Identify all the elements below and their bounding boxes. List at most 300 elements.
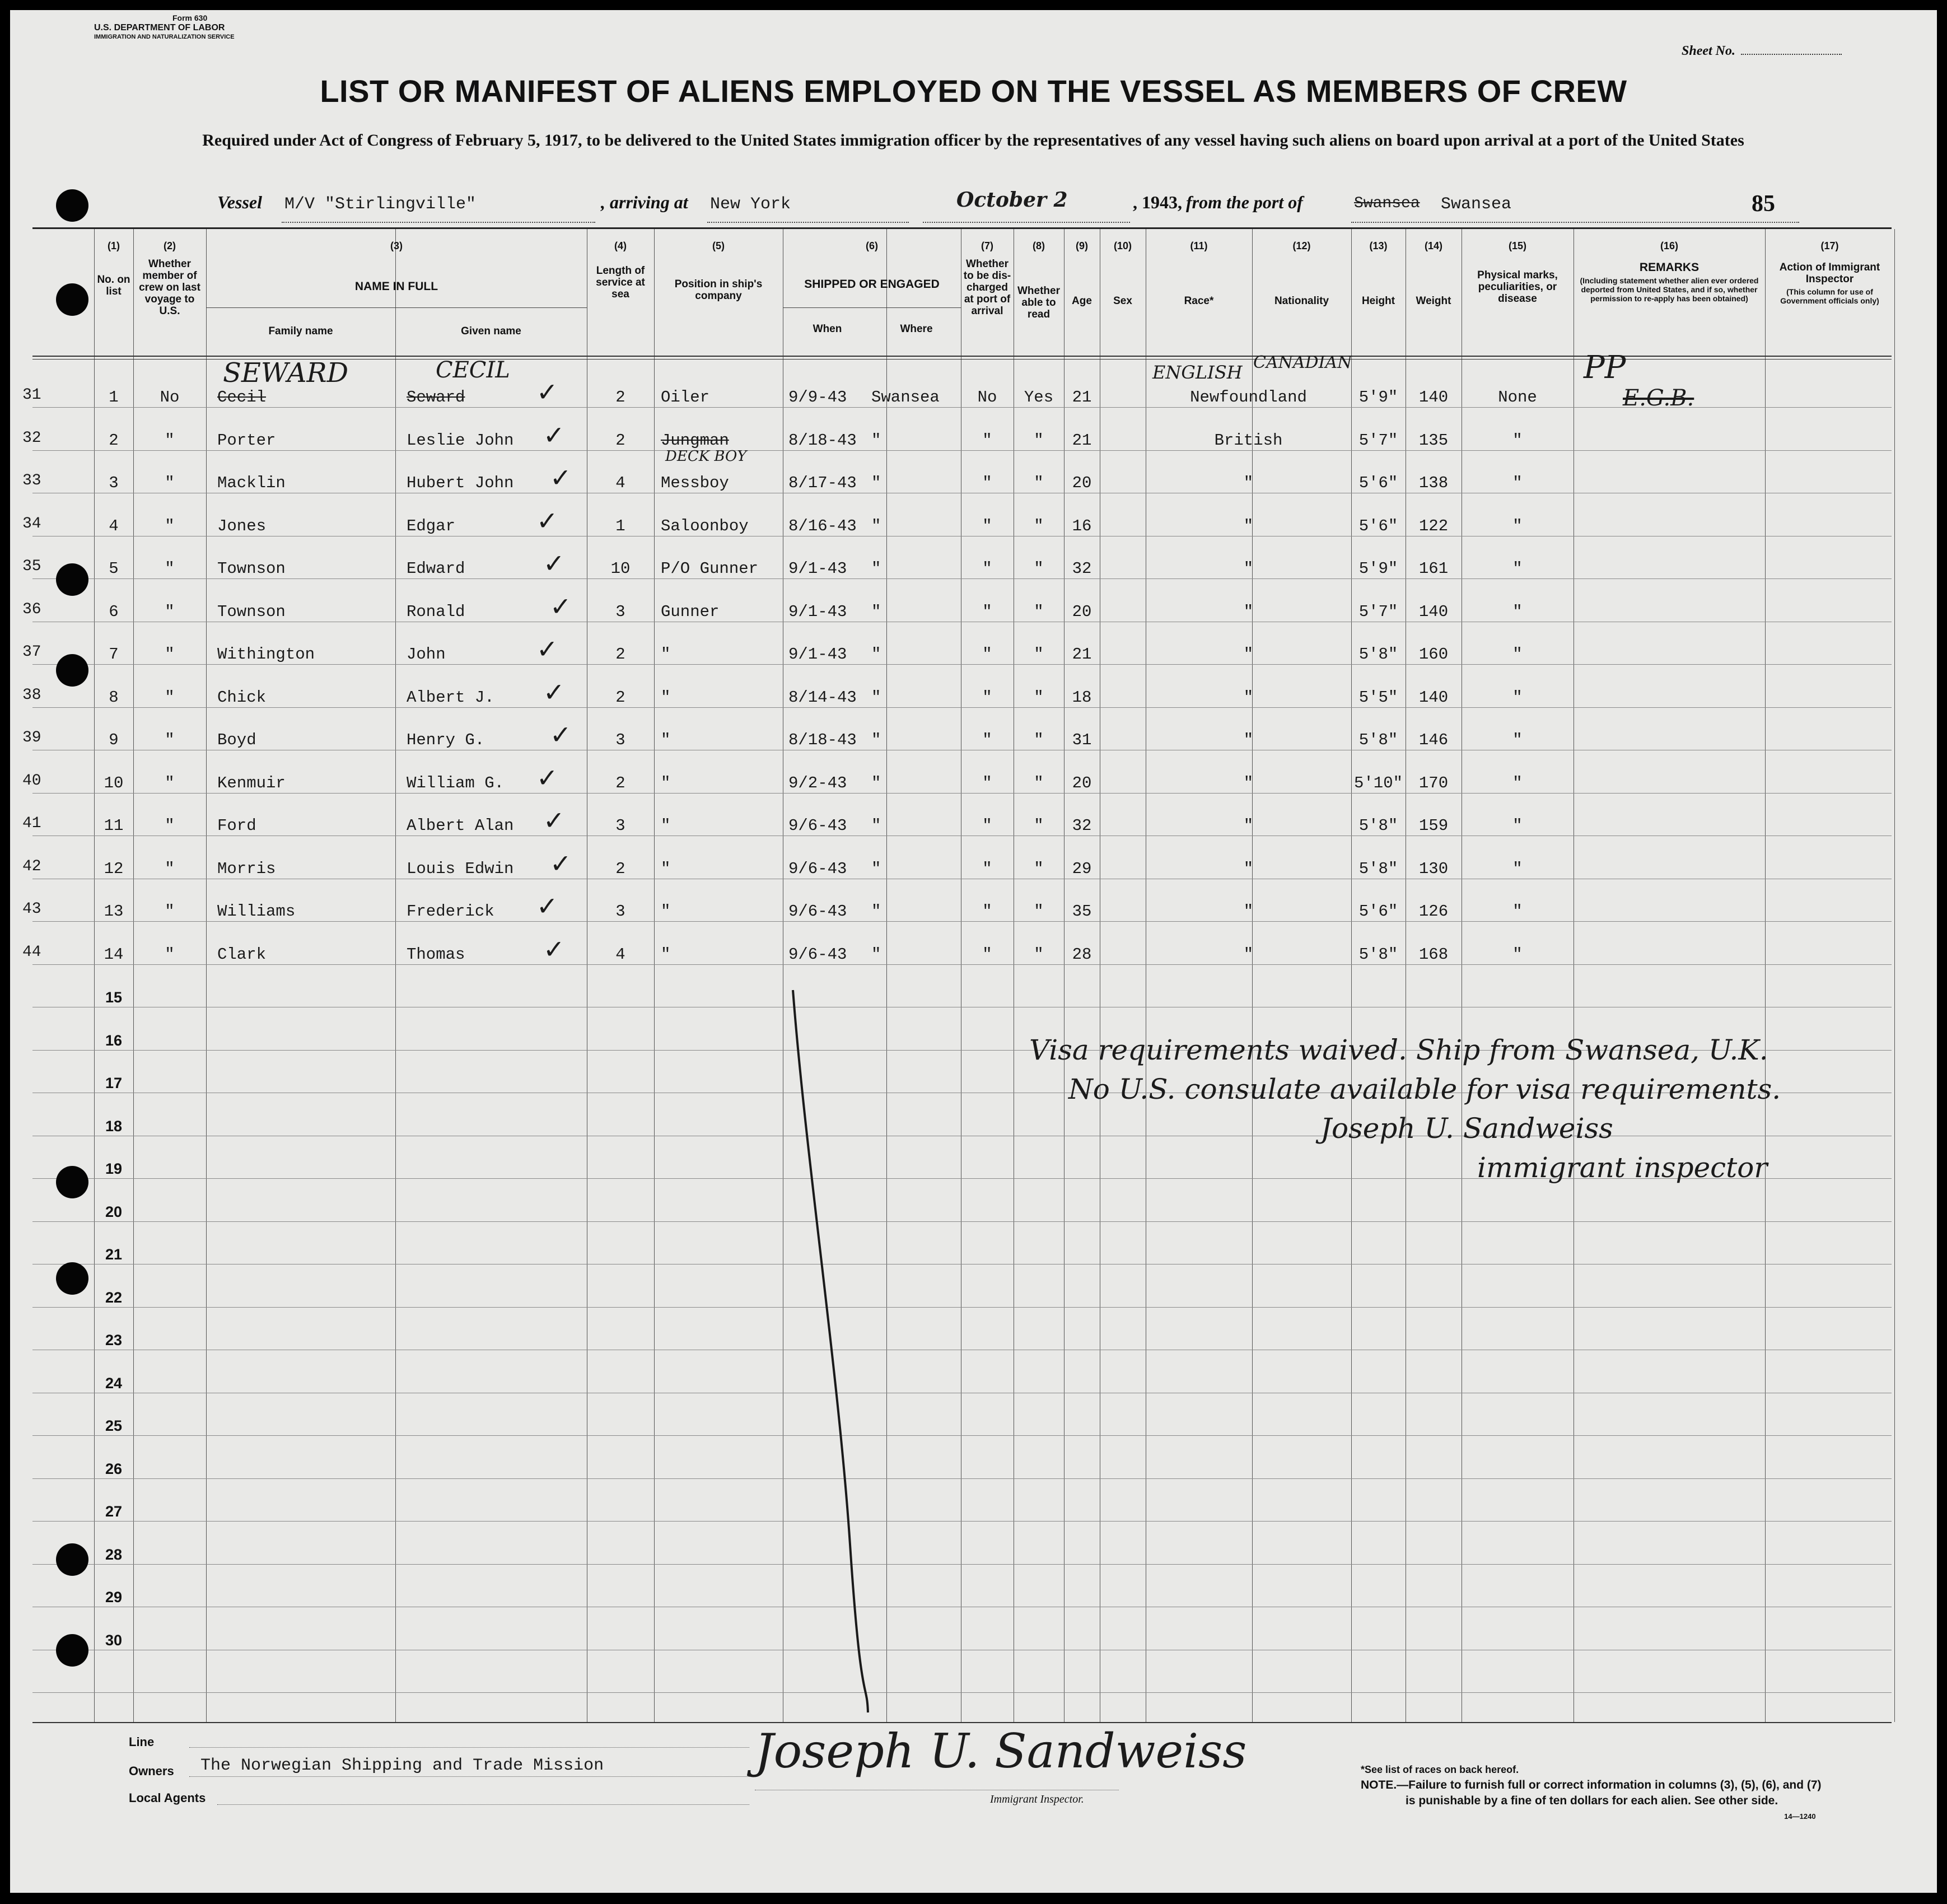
empty-row-number: 23 (105, 1332, 123, 1348)
form-number: Form 630 (172, 13, 208, 22)
cell-position: " (661, 945, 671, 964)
service-name: IMMIGRATION AND NATURALIZATION SERVICE (94, 34, 235, 40)
cell-read: " (1034, 731, 1044, 749)
col-header-read: Whether able to read (1017, 285, 1060, 320)
outer-line-number: 37 (22, 643, 41, 661)
empty-row-number: 30 (105, 1631, 123, 1649)
handwritten-remark: PP (1584, 349, 1626, 386)
footer-agents-label: Local Agents (129, 1791, 206, 1805)
cell-age: 31 (1072, 731, 1092, 749)
cell-race: " (1243, 816, 1254, 835)
inspector-signature: Joseph U. Sandweiss (755, 1724, 1247, 1779)
cell-family: Townson (217, 559, 286, 578)
arrival-date: October 2 (956, 188, 1068, 212)
cell-given: Albert Alan (407, 816, 514, 835)
cell-position: " (661, 688, 671, 707)
cell-given: Louis Edwin (407, 859, 514, 878)
race-note: *See list of races on back hereof. (1361, 1764, 1519, 1775)
col-header-nationality: Nationality (1274, 295, 1329, 307)
cell-discharged: " (982, 602, 992, 621)
handwritten-given-name: CECIL (436, 357, 510, 383)
struck-remark: E.G.B. (1623, 385, 1694, 411)
cell-family: Chick (217, 688, 267, 707)
outer-line-number: 41 (22, 815, 41, 832)
cell-age: 29 (1072, 859, 1092, 878)
col-num: (16) (1660, 240, 1678, 251)
outer-line-number: 35 (22, 558, 41, 575)
check-mark-icon: ✓ (543, 934, 565, 964)
col-header-weight: Weight (1416, 295, 1451, 307)
col-header-discharged: Whether to be dis-charged at port of arrival (963, 258, 1011, 317)
cell-service: 10 (610, 559, 631, 578)
page-title: LIST OR MANIFEST OF ALIENS EMPLOYED ON THE VESSEL AS MEMBERS OF CREW (320, 73, 1627, 109)
cell-height: 5'5" (1358, 688, 1398, 707)
cell-where: " (871, 945, 881, 964)
cell-where: " (871, 773, 881, 792)
punch-hole (56, 654, 88, 687)
footer-line-label: Line (129, 1735, 155, 1749)
col-header-name: NAME IN FULL (354, 280, 438, 293)
from-port: Swansea (1441, 195, 1512, 214)
cell-where: " (871, 474, 881, 492)
crew-table (32, 227, 1892, 1723)
cell-race: " (1243, 945, 1254, 964)
cell-race: " (1243, 559, 1254, 578)
cell-discharged: No (977, 388, 997, 407)
cell-weight: 140 (1418, 688, 1449, 707)
cell-weight: 130 (1418, 859, 1449, 878)
cell-height: 5'8" (1358, 945, 1398, 964)
cell-race: " (1243, 474, 1254, 492)
note-line1: NOTE.—Failure to furnish full or correct information in columns (3), (5), (6), and (7) (1361, 1779, 1822, 1791)
check-mark-icon: ✓ (543, 548, 565, 578)
cell-service: 3 (615, 902, 625, 921)
punch-hole (56, 1543, 88, 1576)
col-num: (6) (866, 240, 878, 251)
cell-member: " (165, 688, 175, 707)
empty-row-number: 17 (105, 1075, 123, 1091)
cell-height: 5'7" (1358, 431, 1398, 450)
cell-when: 9/6-43 (788, 945, 847, 964)
punch-hole (56, 1262, 88, 1295)
outer-line-number: 33 (22, 472, 41, 489)
cell-service: 3 (615, 602, 625, 621)
cell-physical: " (1512, 902, 1523, 921)
cell-age: 32 (1072, 816, 1092, 835)
cell-member: " (165, 516, 175, 535)
cell-member: " (165, 902, 175, 921)
visa-note (1029, 1030, 1781, 1187)
cell-discharged: " (982, 516, 992, 535)
cell-position: " (661, 731, 671, 749)
cell-family: Morris (217, 859, 276, 878)
check-mark-icon: ✓ (543, 805, 565, 836)
col-header-height: Height (1361, 295, 1395, 307)
cell-position: " (661, 859, 671, 878)
cell-read: " (1034, 773, 1044, 792)
cell-race: " (1243, 645, 1254, 664)
cell-where: " (871, 688, 881, 707)
cell-read: " (1034, 431, 1044, 450)
outer-line-number: 39 (22, 729, 41, 746)
outer-line-number: 43 (22, 900, 41, 918)
cell-no: 14 (104, 945, 124, 964)
cell-member: " (165, 602, 175, 621)
empty-row-number: 16 (105, 1032, 123, 1049)
outer-line-number: 44 (22, 943, 41, 961)
check-mark-icon: ✓ (536, 505, 558, 536)
cell-age: 18 (1072, 688, 1092, 707)
cell-service: 2 (615, 645, 625, 664)
cell-given: Edgar (407, 516, 456, 535)
cell-weight: 168 (1418, 945, 1449, 964)
outer-line-number: 38 (22, 686, 41, 704)
cell-family: Withington (217, 645, 315, 664)
cell-service: 2 (615, 859, 625, 878)
arrival-year: , 1943, (1133, 192, 1182, 212)
col-num: (10) (1113, 240, 1132, 251)
cell-weight: 126 (1418, 902, 1449, 921)
cell-discharged: " (982, 945, 992, 964)
cell-where: " (871, 516, 881, 535)
col-header-race: Race* (1184, 295, 1214, 307)
outer-line-number: 36 (22, 600, 41, 618)
cell-service: 2 (615, 688, 625, 707)
cell-service: 2 (615, 773, 625, 792)
cell-member: " (165, 431, 175, 450)
cell-service: 3 (615, 816, 625, 835)
cell-family: Clark (217, 945, 267, 964)
cell-age: 20 (1072, 474, 1092, 492)
cell-physical: " (1512, 688, 1523, 707)
cell-physical: " (1512, 645, 1523, 664)
cell-given: Henry G. (407, 731, 485, 749)
note-line2: is punishable by a fine of ten dollars for each alien. See other side. (1406, 1794, 1778, 1807)
cell-weight: 170 (1418, 773, 1449, 792)
cell-physical: " (1512, 474, 1523, 492)
cell-position: Messboy (661, 474, 729, 492)
punch-hole (56, 1166, 88, 1198)
cell-position: Gunner (661, 602, 720, 621)
empty-row-number: 18 (105, 1117, 123, 1135)
cell-family: Townson (217, 602, 286, 621)
cell-where: " (871, 859, 881, 878)
inspector-label: Immigrant Inspector. (990, 1793, 1084, 1805)
cell-no: 7 (109, 645, 119, 664)
col-num: (1) (108, 240, 120, 251)
cell-no: 9 (109, 731, 119, 749)
empty-row-number: 27 (105, 1503, 123, 1520)
handwritten-family-name: SEWARD (223, 357, 349, 389)
empty-row-number: 20 (105, 1203, 123, 1220)
col-header-age: Age (1072, 295, 1092, 307)
cell-position: Oiler (661, 388, 710, 407)
cell-no: 5 (109, 559, 119, 578)
cell-no: 2 (109, 431, 119, 450)
cell-read: " (1034, 645, 1044, 664)
visa-note-line2: No U.S. consulate available for visa requirements. (1068, 1073, 1781, 1105)
cell-position: " (661, 816, 671, 835)
cell-given: Ronald (407, 602, 465, 621)
cell-race: " (1243, 731, 1254, 749)
cell-given: Seward (407, 388, 465, 407)
cell-discharged: " (982, 688, 992, 707)
col-num: (8) (1033, 240, 1045, 251)
cell-weight: 146 (1418, 731, 1449, 749)
col-header-family-name: Family name (268, 325, 333, 337)
col-header-no: No. on list (97, 274, 130, 297)
col-num: (14) (1424, 240, 1442, 251)
sheet-label: Sheet No. (1682, 44, 1735, 58)
cell-when: 9/9-43 (788, 388, 847, 407)
cell-no: 12 (104, 859, 124, 878)
cell-race: " (1243, 773, 1254, 792)
cell-weight: 140 (1418, 602, 1449, 621)
cell-read: " (1034, 602, 1044, 621)
cell-given: Frederick (407, 902, 494, 921)
cell-service: 4 (615, 945, 625, 964)
col-num: (4) (614, 240, 627, 251)
check-mark-icon: ✓ (550, 463, 572, 493)
footer-owners-label: Owners (129, 1764, 174, 1778)
cell-member: " (165, 945, 175, 964)
empty-row-number: 15 (105, 989, 123, 1006)
check-mark-icon: ✓ (536, 377, 558, 407)
empty-row-number: 26 (105, 1460, 123, 1477)
cell-weight: 161 (1418, 559, 1449, 578)
cell-physical: " (1512, 859, 1523, 878)
cell-weight: 138 (1418, 474, 1449, 492)
cell-no: 3 (109, 474, 119, 492)
col-header-action: Action of Immigrant Inspector (1779, 262, 1880, 285)
cell-race: " (1243, 902, 1254, 921)
footnote (1361, 1762, 1822, 1824)
cell-age: 21 (1072, 431, 1092, 450)
cell-physical: " (1512, 602, 1523, 621)
col-header-given-name: Given name (461, 325, 521, 337)
empty-row-number: 24 (105, 1374, 123, 1392)
cell-position: " (661, 902, 671, 921)
col-num: (13) (1369, 240, 1388, 251)
cell-when: 9/6-43 (788, 902, 847, 921)
cell-physical: " (1512, 559, 1523, 578)
cell-when: 9/1-43 (788, 559, 847, 578)
cell-height: 5'10" (1353, 773, 1403, 792)
page-subtitle: Required under Act of Congress of February 5, 1917, to be delivered to the United States immigration officer by the representatives of any vessel having such aliens on board upon arrival at a port of the United States (202, 131, 1744, 150)
punch-hole (56, 283, 88, 316)
cell-no: 10 (104, 773, 124, 792)
cell-age: 21 (1072, 645, 1092, 664)
sheet-number (1682, 44, 1842, 59)
cell-weight: 160 (1418, 645, 1449, 664)
cell-physical: " (1512, 431, 1523, 450)
col-header-position: Position in ship's company (674, 278, 763, 302)
cell-family: Jones (217, 516, 267, 535)
check-mark-icon: ✓ (536, 891, 558, 921)
handwritten-position: DECK BOY (665, 448, 747, 465)
cell-when: 8/17-43 (788, 474, 857, 492)
cell-age: 21 (1072, 388, 1092, 407)
cell-no: 4 (109, 516, 119, 535)
cell-where: " (871, 645, 881, 664)
cell-when: 8/18-43 (788, 431, 857, 450)
department-name: U.S. DEPARTMENT OF LABOR (94, 23, 225, 32)
cell-when: 9/6-43 (788, 816, 847, 835)
cell-discharged: " (982, 645, 992, 664)
punch-hole (56, 563, 88, 596)
cell-read: " (1034, 859, 1044, 878)
cell-read: " (1034, 816, 1044, 835)
cell-given: Leslie John (407, 431, 514, 450)
visa-note-title: immigrant inspector (1477, 1151, 1768, 1184)
cell-discharged: " (982, 902, 992, 921)
cell-age: 20 (1072, 602, 1092, 621)
cell-service: 4 (615, 474, 625, 492)
cell-height: 5'8" (1358, 859, 1398, 878)
cell-physical: " (1512, 773, 1523, 792)
cell-physical: " (1512, 945, 1523, 964)
col-header-where: Where (900, 323, 933, 335)
cell-height: 5'8" (1358, 816, 1398, 835)
cell-where: " (871, 816, 881, 835)
cell-read: " (1034, 516, 1044, 535)
cell-when: 8/16-43 (788, 516, 857, 535)
empty-row-number: 28 (105, 1546, 123, 1563)
arriving-label: , arriving at (601, 192, 688, 212)
punch-hole (56, 189, 88, 222)
cell-when: 8/18-43 (788, 731, 857, 749)
cell-position: Saloonboy (661, 516, 749, 535)
from-port-struck: Swansea (1354, 195, 1420, 212)
empty-row-number: 19 (105, 1160, 123, 1177)
cell-physical: " (1512, 731, 1523, 749)
cell-discharged: " (982, 816, 992, 835)
cell-given: Hubert John (407, 474, 514, 492)
cell-where: " (871, 559, 881, 578)
cell-height: 5'6" (1358, 474, 1398, 492)
cell-given: John (407, 645, 446, 664)
cell-member: " (165, 474, 175, 492)
cell-when: 8/14-43 (788, 688, 857, 707)
visa-note-line1: Visa requirements waived. Ship from Swansea, U.K. (1029, 1034, 1768, 1066)
cell-when: 9/1-43 (788, 602, 847, 621)
col-header-when: When (813, 323, 842, 335)
cell-member: " (165, 559, 175, 578)
cell-family: Williams (217, 902, 296, 921)
cell-where: Swansea (871, 388, 940, 407)
cell-given: Thomas (407, 945, 465, 964)
col-header-action-note: (This column for use of Government officials only) (1780, 287, 1879, 305)
vessel-name: M/V "Stirlingville" (284, 195, 477, 214)
page-number: 85 (1752, 191, 1775, 217)
cell-where: " (871, 731, 881, 749)
outer-line-number: 40 (22, 772, 41, 790)
cell-race: " (1243, 688, 1254, 707)
cell-discharged: " (982, 431, 992, 450)
cell-family: Kenmuir (217, 773, 286, 792)
cell-age: 28 (1072, 945, 1092, 964)
cell-read: " (1034, 688, 1044, 707)
cell-service: 1 (615, 516, 625, 535)
cell-read: " (1034, 559, 1044, 578)
cell-when: 9/1-43 (788, 645, 847, 664)
col-num: (12) (1292, 240, 1311, 251)
cell-where: " (871, 902, 881, 921)
cell-physical: None (1498, 388, 1537, 407)
check-mark-icon: ✓ (550, 720, 572, 750)
arrival-port: New York (710, 195, 791, 214)
col-header-sex: Sex (1113, 295, 1132, 307)
col-num: (9) (1076, 240, 1088, 251)
check-mark-icon: ✓ (536, 634, 558, 664)
col-header-remarks-note: (Including statement whether alien ever ordered deported from United States, and if so, whether permission to re-apply has been obtained) (1580, 276, 1759, 303)
cell-member: " (165, 645, 175, 664)
cell-physical: " (1512, 816, 1523, 835)
cell-position: P/O Gunner (661, 559, 759, 578)
cell-when: 9/2-43 (788, 773, 847, 792)
outer-line-number: 42 (22, 857, 41, 875)
cell-member: " (165, 731, 175, 749)
cell-member: " (165, 773, 175, 792)
cell-race: " (1243, 516, 1254, 535)
cell-age: 16 (1072, 516, 1092, 535)
cell-physical: " (1512, 516, 1523, 535)
cell-age: 32 (1072, 559, 1092, 578)
col-header-shipped: SHIPPED OR ENGAGED (804, 278, 940, 291)
cell-race: Newfoundland (1190, 388, 1307, 407)
cell-position: " (661, 645, 671, 664)
check-mark-icon: ✓ (536, 762, 558, 793)
cell-height: 5'7" (1358, 602, 1398, 621)
cell-no: 11 (104, 816, 124, 835)
cell-when: 9/6-43 (788, 859, 847, 878)
cell-height: 5'6" (1358, 902, 1398, 921)
cell-discharged: " (982, 731, 992, 749)
col-num: (2) (164, 240, 176, 251)
cell-member: " (165, 816, 175, 835)
cell-age: 35 (1072, 902, 1092, 921)
cell-service: 2 (615, 388, 625, 407)
cell-family: Cecil (217, 388, 267, 407)
cell-where: " (871, 602, 881, 621)
cell-given: Edward (407, 559, 465, 578)
cell-family: Porter (217, 431, 276, 450)
col-num: (7) (981, 240, 993, 251)
col-num: (17) (1820, 240, 1839, 251)
cell-read: " (1034, 902, 1044, 921)
check-mark-icon: ✓ (543, 419, 565, 450)
cell-family: Ford (217, 816, 256, 835)
cell-weight: 135 (1418, 431, 1449, 450)
cell-no: 1 (109, 388, 119, 407)
col-header-physical: Physical marks, peculiarities, or disease (1477, 269, 1558, 305)
cell-race: British (1214, 431, 1283, 450)
cell-race: " (1243, 602, 1254, 621)
visa-note-signature: Joseph U. Sandweiss (1320, 1112, 1613, 1145)
manifest-sheet (10, 10, 1937, 1893)
punch-hole (56, 1634, 88, 1667)
col-num: (11) (1190, 240, 1208, 251)
cell-no: 13 (104, 902, 124, 921)
cell-discharged: " (982, 559, 992, 578)
cell-discharged: " (982, 773, 992, 792)
empty-row-number: 25 (105, 1417, 123, 1434)
check-mark-icon: ✓ (550, 848, 572, 879)
print-code: 14—1240 (1784, 1812, 1816, 1821)
cell-read: " (1034, 474, 1044, 492)
cell-no: 8 (109, 688, 119, 707)
cell-weight: 159 (1418, 816, 1449, 835)
